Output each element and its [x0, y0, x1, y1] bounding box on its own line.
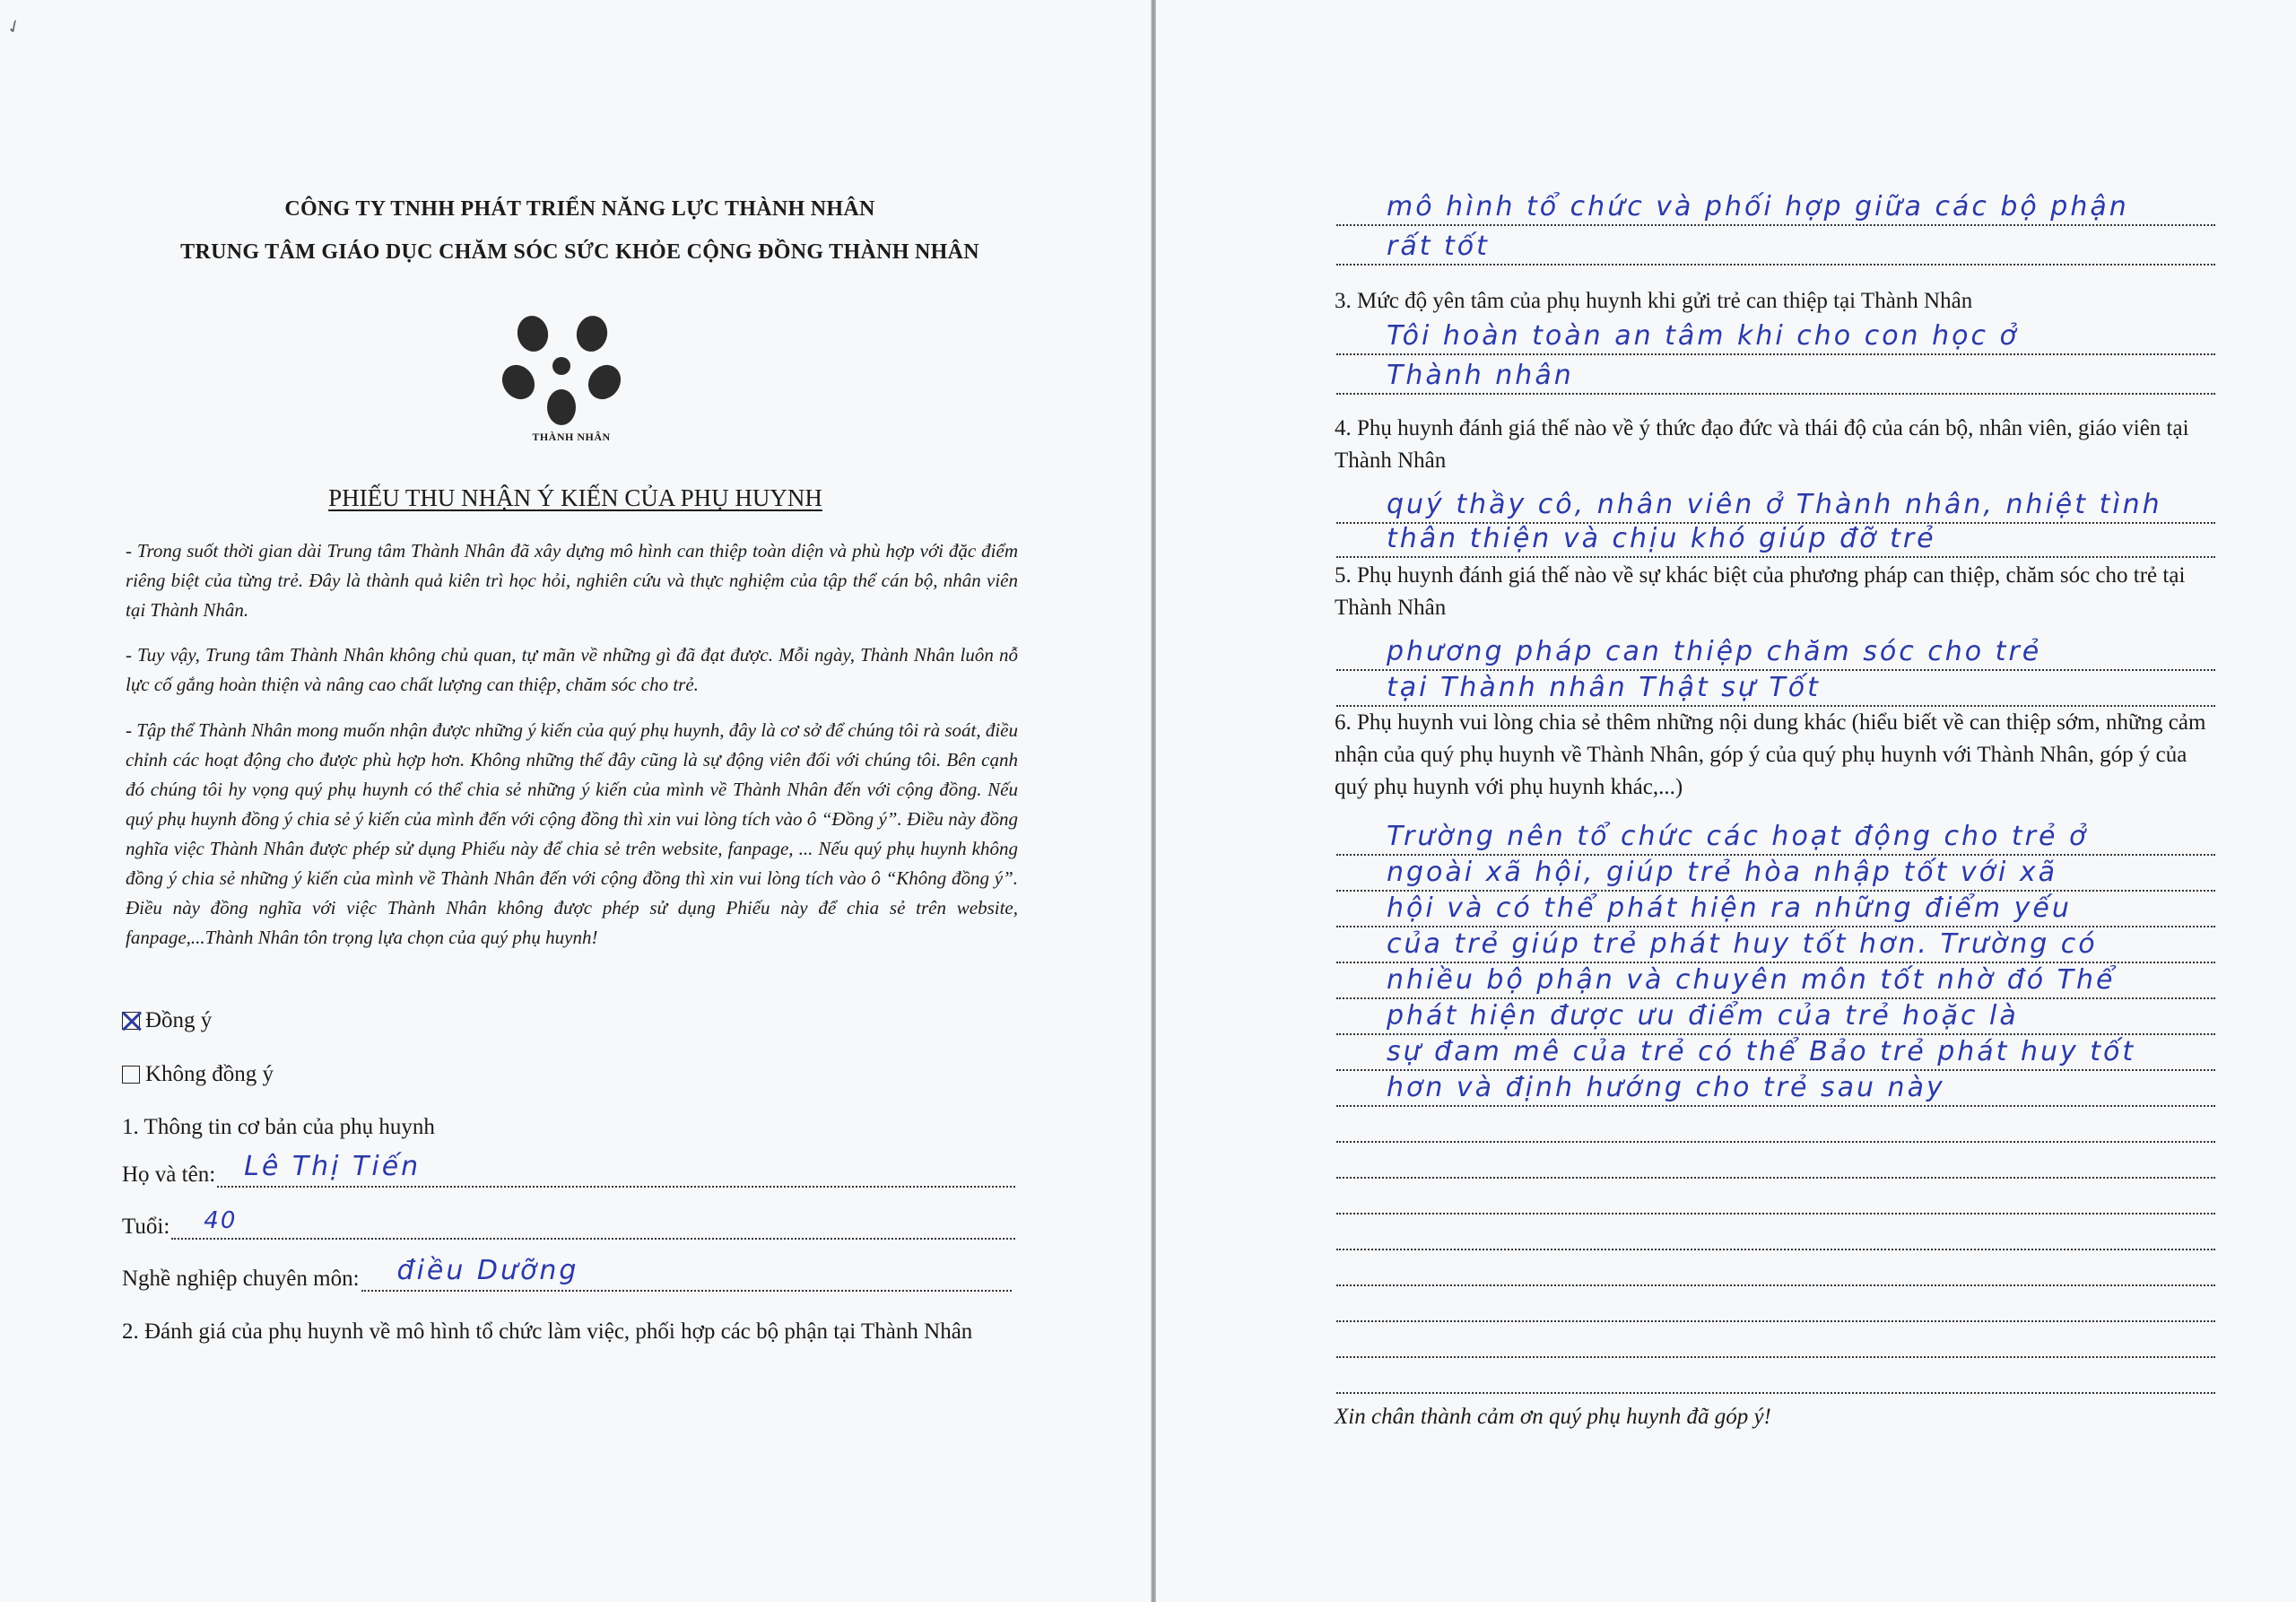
- section6-answer: của trẻ giúp trẻ phát huy tốt hơn. Trường có: [1387, 928, 2098, 960]
- logo-caption: THÀNH NHÂN: [532, 431, 611, 443]
- age-label: Tuổi:: [122, 1215, 170, 1239]
- section6-answer: sự đam mê của trẻ có thể Bảo trẻ phát huy tốt: [1387, 1036, 2136, 1067]
- age-value: 40: [204, 1207, 238, 1234]
- logo-icon: [502, 301, 622, 427]
- section6-answer: ngoài xã hội, giúp trẻ hòa nhập tốt với xã: [1387, 857, 2057, 888]
- section3-answer-line[interactable]: [1336, 362, 2215, 395]
- job-dotted-line[interactable]: [361, 1255, 1012, 1292]
- section3-heading: 3. Mức độ yên tâm của phụ huynh khi gửi trẻ can thiệp tại Thành Nhân: [1335, 289, 1973, 313]
- name-value: Lê Thị Tiến: [244, 1151, 422, 1182]
- logo-petal: [502, 359, 541, 405]
- section3-answer-line[interactable]: [1336, 320, 2215, 355]
- section4-answer: quý thầy cô, nhân viên ở Thành nhân, nhiệt tình: [1387, 489, 2162, 520]
- section6-answer-line[interactable]: [1336, 1000, 2215, 1035]
- section3-answer: Tôi hoàn toàn an tâm khi cho con học ở: [1387, 320, 2019, 352]
- intro-paragraph-3: - Tập thể Thành Nhân mong muốn nhận được những ý kiến của quý phụ huynh, đây là cơ sở để chúng tôi rà soát, điều chỉnh các hoạt động cho được phù hợp hơn. Không những thế đây cũng là sự động viên đối với chúng tôi. Bên cạnh đó chúng tôi hy vọng quý phụ huynh có thể chia sẻ những ý kiến của mình về Thành Nhân đến với cộng đồng. Nếu quý phụ huynh đồng ý chia sẻ ý kiến của mình đến với cộng đồng thì xin vui lòng tích vào ô “Đồng ý”. Điều này đồng nghĩa việc Thành Nhân được phép sử dụng Phiếu này để chia sẻ trên website, fanpage, ... Nếu quý phụ huynh không đồng ý chia sẻ những ý kiến của mình về Thành Nhân đến với cộng đồng thì xin vui lòng tích vào ô “Không đồng ý”. Điều này đồng nghĩa với việc Thành Nhân không được phép sử dụng Phiếu này để chia sẻ trên website, fanpage,...Thành Nhân tôn trọng lựa chọn của quý phụ huynh!: [126, 719, 1018, 948]
- agree-checkbox[interactable]: [122, 1012, 140, 1030]
- section2-answer-line[interactable]: [1336, 233, 2215, 266]
- section6-blank-line[interactable]: [1336, 1254, 2215, 1286]
- intro-paragraph-2: - Tuy vậy, Trung tâm Thành Nhân không chủ quan, tự mãn về những gì đã đạt được. Mỗi ngày, Thành Nhân luôn nỗ lực cố gắng hoàn thiện và nâng cao chất lượng can thiệp, chăm sóc cho trẻ.: [126, 644, 1018, 695]
- section6-answer-line[interactable]: [1336, 823, 2215, 856]
- section6-blank-line[interactable]: [1336, 1290, 2215, 1322]
- center-name: TRUNG TÂM GIÁO DỤC CHĂM SÓC SỨC KHỎE CỘNG ĐỒNG THÀNH NHÂN: [180, 240, 979, 264]
- section6-answer: hội và có thể phát hiện ra những điểm yếu: [1387, 892, 2072, 924]
- intro-paragraph-1: - Trong suốt thời gian dài Trung tâm Thành Nhân đã xây dựng mô hình can thiệp toàn diện và phù hợp với đặc điểm riêng biệt của từng trẻ. Đây là thành quả kiên trì học hỏi, nghiên cứu và thực nghiệm của tập thể cán bộ, nhân viên tại Thành Nhân.: [126, 540, 1018, 621]
- section5-answer-line[interactable]: [1336, 672, 2215, 707]
- section6-answer-line[interactable]: [1336, 859, 2215, 892]
- job-value: điều Dưỡng: [396, 1255, 579, 1286]
- logo-petal: [574, 313, 610, 353]
- section3-answer: Thành nhân: [1387, 360, 1574, 391]
- section2-answer: rất tốt: [1387, 231, 1490, 262]
- section6-answer: phát hiện được ưu điểm của trẻ hoặc là: [1387, 1000, 2019, 1032]
- logo-petal: [547, 389, 576, 425]
- closing-note: Xin chân thành cảm ơn quý phụ huynh đã góp ý!: [1335, 1405, 1771, 1429]
- section6-heading: 6. Phụ huynh vui lòng chia sẻ thêm những nội dung khác (hiểu biết về can thiệp sớm, những cảm nhận của quý phụ huynh về Thành Nhân, góp ý của quý phụ huynh với Thành Nhân, góp ý của quý phụ huynh với phụ huynh khác,...): [1335, 710, 2206, 799]
- section4-heading: 4. Phụ huynh đánh giá thế nào về ý thức đạo đức và thái độ của cán bộ, nhân viên, giáo viên tại Thành Nhân: [1335, 416, 2189, 473]
- section2-heading: 2. Đánh giá của phụ huynh về mô hình tổ chức làm việc, phối hợp các bộ phận tại Thành Nhân: [122, 1319, 973, 1344]
- section6-blank-line[interactable]: [1336, 1362, 2215, 1394]
- agree-label: Đồng ý: [145, 1008, 213, 1032]
- section6-blank-line[interactable]: [1336, 1146, 2215, 1179]
- job-field[interactable]: [122, 1255, 1012, 1292]
- logo-petal: [582, 359, 622, 405]
- section6-blank-line[interactable]: [1336, 1218, 2215, 1250]
- name-label: Họ và tên:: [122, 1162, 216, 1187]
- section6-answer-line[interactable]: [1336, 964, 2215, 999]
- section5-heading: 5. Phụ huynh đánh giá thế nào về sự khác biệt của phương pháp can thiệp, chăm sóc cho trẻ tại Thành Nhân: [1335, 563, 2186, 620]
- section6-answer-line[interactable]: [1336, 928, 2215, 963]
- section6-answer: hơn và định hướng cho trẻ sau này: [1387, 1072, 1945, 1103]
- age-field[interactable]: [122, 1207, 1015, 1240]
- disagree-label: Không đồng ý: [145, 1062, 274, 1086]
- corner-tick-icon: ✓: [2, 13, 26, 39]
- agree-option[interactable]: [122, 1008, 212, 1033]
- section6-answer-line[interactable]: [1336, 1036, 2215, 1071]
- name-field[interactable]: [122, 1151, 1015, 1188]
- section6-blank-line[interactable]: [1336, 1326, 2215, 1358]
- section2-answer: mô hình tổ chức và phối hợp giữa các bộ phận: [1387, 191, 2129, 222]
- disagree-checkbox[interactable]: [122, 1066, 140, 1084]
- section6-answer: Trường nên tổ chức các hoạt động cho trẻ ở: [1387, 821, 2089, 852]
- form-title: PHIẾU THU NHẬN Ý KIẾN CỦA PHỤ HUYNH: [328, 484, 822, 511]
- disagree-option[interactable]: [122, 1062, 274, 1087]
- section4-answer-line[interactable]: [1336, 523, 2215, 558]
- age-dotted-line[interactable]: [171, 1207, 1015, 1240]
- name-dotted-line[interactable]: [217, 1151, 1015, 1188]
- section6-blank-line[interactable]: [1336, 1182, 2215, 1215]
- section4-answer: thân thiện và chịu khó giúp đỡ trẻ: [1387, 523, 1936, 554]
- section2-answer-line[interactable]: [1336, 191, 2215, 226]
- section5-answer: phương pháp can thiệp chăm sóc cho trẻ: [1387, 636, 2042, 667]
- section5-answer: tại Thành nhân Thật sự Tốt: [1387, 672, 1821, 703]
- section6-answer: nhiều bộ phận và chuyên môn tốt nhờ đó Thể: [1387, 964, 2116, 996]
- section1-heading: 1. Thông tin cơ bản của phụ huynh: [122, 1115, 435, 1139]
- section6-blank-line[interactable]: [1336, 1110, 2215, 1143]
- job-label: Nghề nghiệp chuyên môn:: [122, 1267, 360, 1291]
- logo-petal: [515, 313, 551, 353]
- logo-center: [552, 357, 570, 375]
- section4-answer-line[interactable]: [1336, 489, 2215, 524]
- company-name: CÔNG TY TNHH PHÁT TRIỂN NĂNG LỰC THÀNH NHÂN: [284, 197, 875, 221]
- section6-answer-line[interactable]: [1336, 892, 2215, 927]
- section5-answer-line[interactable]: [1336, 636, 2215, 671]
- section6-answer-line[interactable]: [1336, 1072, 2215, 1107]
